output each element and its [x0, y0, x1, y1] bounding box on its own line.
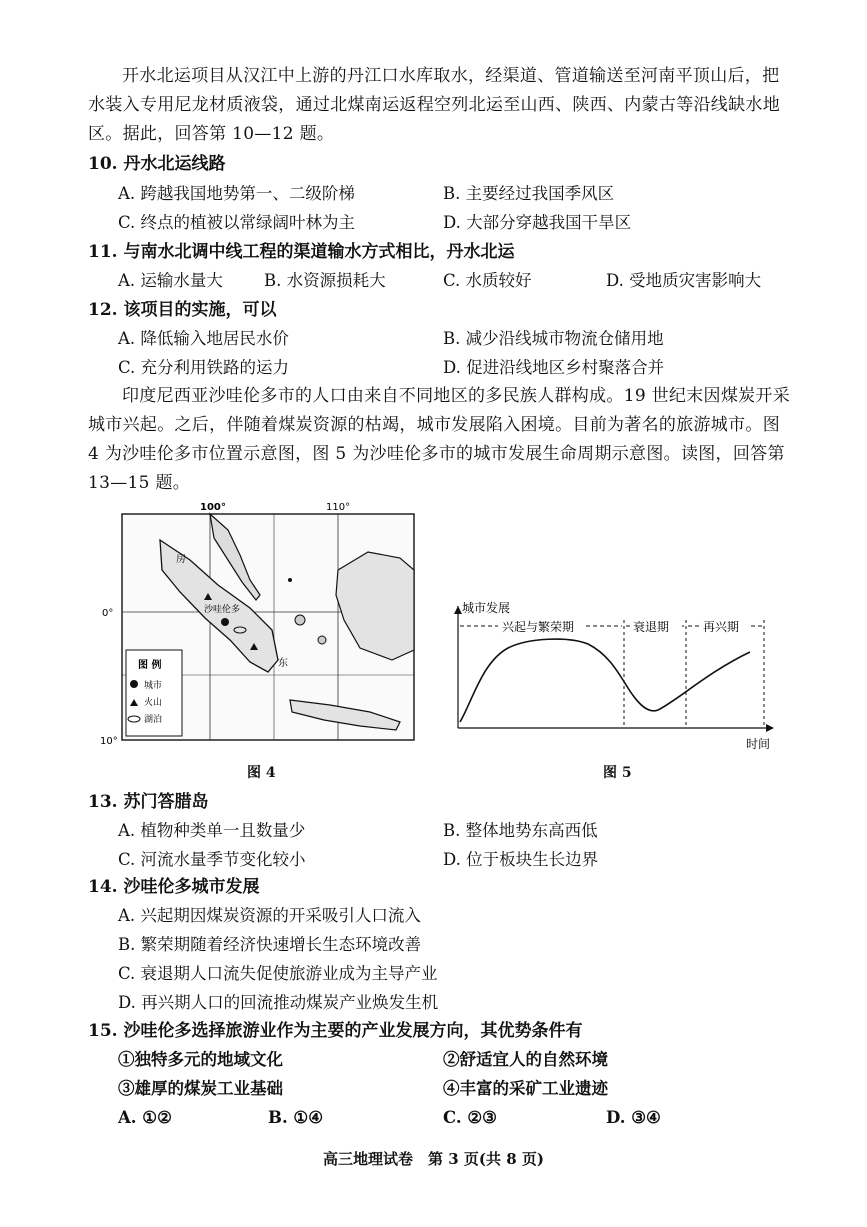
page-footer: 高三地理试卷 第 3 页(共 8 页): [323, 1150, 544, 1168]
legend-volcano: 火山: [144, 698, 163, 708]
q15-item-2: ②舒适宜人的自然环境: [443, 1050, 608, 1069]
small-island: [288, 578, 292, 582]
q14-option-a: A. 兴起期因煤炭资源的开采吸引人口流入: [118, 906, 421, 925]
map-label-lat-top: 0°: [102, 608, 114, 619]
legend-city-icon: [130, 680, 138, 688]
q11-option-d: D. 受地质灾害影响大: [606, 271, 762, 290]
q15-item-3: ③雄厚的煤炭工业基础: [118, 1079, 283, 1098]
q10-option-a: A. 跨越我国地势第一、二级阶梯: [118, 184, 355, 203]
phase-label-3: 再兴期: [703, 620, 740, 634]
q15-option-a: A. ①②: [118, 1108, 172, 1127]
question-15-stem: 15. 沙哇伦多选择旅游业作为主要的产业发展方向，其优势条件有: [88, 1021, 583, 1041]
passage-2: 印度尼西亚沙哇伦多市的人口由来自不同地区的多民族人群构成。19 世纪末因煤炭开采城市兴起。之后，伴随着煤炭资源的枯竭，城市发展陷入困境。目前为著名的旅游城市。图 4 为沙哇伦多市位置示意图，图 5 为沙哇伦多市的城市发展生命周期示意图。读图，回答第 13—15 题。: [88, 386, 791, 493]
legend-title: 图 例: [138, 660, 162, 671]
x-axis-arrow: [766, 724, 774, 732]
map-label-lon-left: 100°: [200, 502, 226, 513]
phase-label-2: 衰退期: [633, 620, 670, 634]
question-10-stem: 10. 丹水北运线路: [88, 154, 226, 174]
phase-label-1: 兴起与繁荣期: [502, 620, 575, 634]
q11-option-b: B. 水资源损耗大: [264, 271, 386, 290]
legend-lake: 湖泊: [144, 715, 163, 725]
figure-5-caption: 图 5: [603, 765, 632, 781]
belitung-island: [318, 636, 326, 644]
q13-option-a: A. 植物种类单一且数量少: [118, 821, 306, 840]
q14-option-c: C. 衰退期人口流失促使旅游业成为主导产业: [118, 964, 438, 983]
location-map: [100, 500, 420, 750]
map-label-fang: 房: [176, 554, 186, 565]
q15-item-4: ④丰富的采矿工业遗迹: [443, 1079, 608, 1098]
y-axis-arrow: [454, 606, 462, 614]
city-marker: [221, 618, 229, 626]
q10-option-b: B. 主要经过我国季风区: [443, 184, 615, 203]
q12-option-d: D. 促进沿线地区乡村聚落合并: [443, 358, 665, 377]
question-12-stem: 12. 该项目的实施，可以: [88, 300, 277, 320]
q10-option-d: D. 大部分穿越我国干旱区: [443, 213, 632, 232]
q13-option-d: D. 位于板块生长边界: [443, 850, 599, 869]
figure-4-caption: 图 4: [247, 765, 276, 781]
q12-option-c: C. 充分利用铁路的运力: [118, 358, 290, 377]
q14-option-b: B. 繁荣期随着经济快速增长生态环境改善: [118, 935, 422, 954]
map-label-city: 沙哇伦多: [204, 605, 241, 615]
q15-option-c: C. ②③: [443, 1108, 497, 1127]
question-13-stem: 13. 苏门答腊岛: [88, 792, 209, 812]
map-label-dong: 东: [278, 658, 288, 669]
q14-option-d: D. 再兴期人口的回流推动煤炭产业焕发生机: [118, 993, 439, 1012]
q11-option-c: C. 水质较好: [443, 271, 532, 290]
legend-city: 城市: [144, 681, 163, 691]
passage-1: 开水北运项目从汉江中上游的丹江口水库取水，经渠道、管道输送至河南平顶山后，把水装入专用尼龙材质液袋，通过北煤南运返程空列北运至山西、陕西、内蒙古等沿线缺水地区。据此，回答第 10—12 题。: [88, 66, 780, 144]
question-11-stem: 11. 与南水北调中线工程的渠道输水方式相比，丹水北运: [88, 242, 515, 262]
q12-option-b: B. 减少沿线城市物流仓储用地: [443, 329, 664, 348]
lifecycle-curve: [460, 639, 750, 722]
q11-option-a: A. 运输水量大: [118, 271, 223, 290]
q15-option-d: D. ③④: [606, 1108, 661, 1127]
q10-option-c: C. 终点的植被以常绿阔叶林为主: [118, 213, 356, 232]
map-label-lon-right: 110°: [326, 502, 351, 513]
map-label-lat-bottom: 10°: [100, 736, 118, 747]
q12-option-a: A. 降低输入地居民水价: [118, 329, 289, 348]
bangka-island: [295, 615, 305, 625]
chart5-ylabel: 城市发展: [462, 601, 511, 615]
question-14-stem: 14. 沙哇伦多城市发展: [88, 877, 260, 897]
q15-option-b: B. ①④: [268, 1108, 324, 1127]
city-lifecycle-chart: [448, 592, 784, 758]
chart5-xlabel: 时间: [746, 737, 771, 751]
q13-option-b: B. 整体地势东高西低: [443, 821, 598, 840]
q15-item-1: ①独特多元的地域文化: [118, 1050, 283, 1069]
q13-option-c: C. 河流水量季节变化较小: [118, 850, 306, 869]
